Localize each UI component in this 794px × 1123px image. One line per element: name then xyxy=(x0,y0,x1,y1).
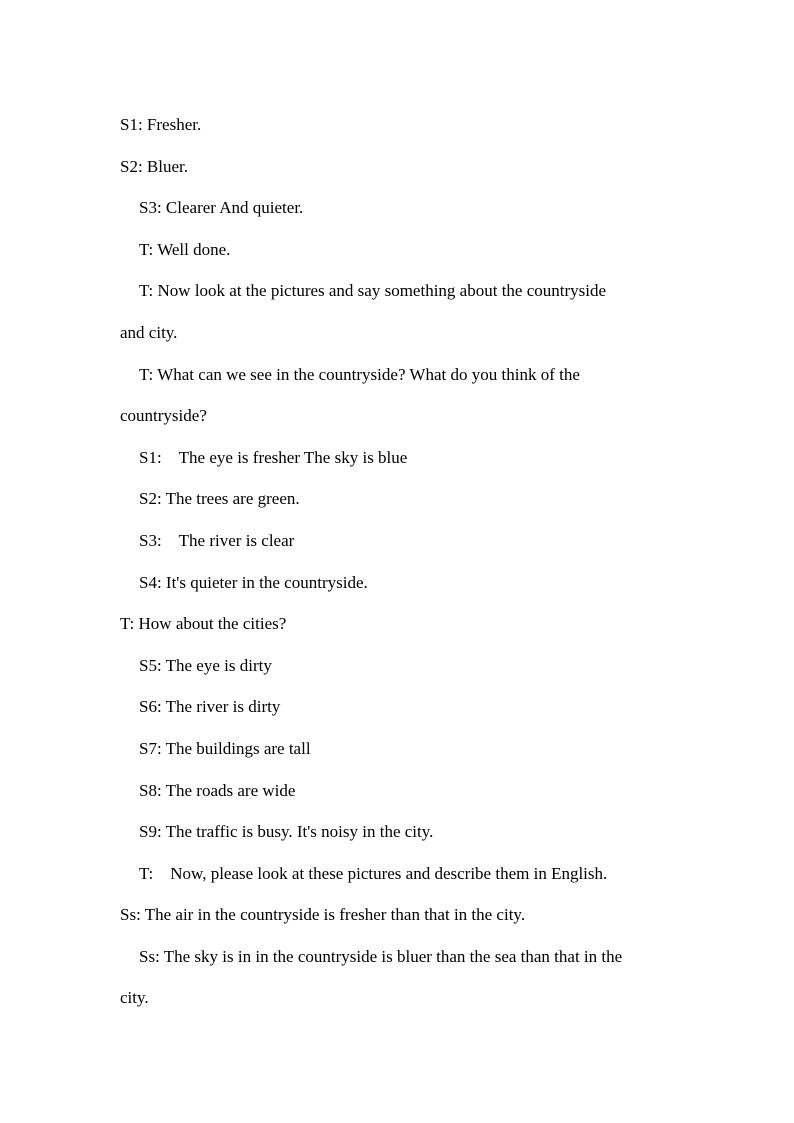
dialogue-line: S7: The buildings are tall xyxy=(139,738,311,758)
dialogue-line: countryside? xyxy=(120,406,207,426)
dialogue-line: T: What can we see in the countryside? What do you think of the xyxy=(139,364,580,384)
dialogue-line: S5: The eye is dirty xyxy=(139,655,272,675)
dialogue-line: T: How about the cities? xyxy=(120,614,287,634)
dialogue-line: S6: The river is dirty xyxy=(139,697,281,717)
dialogue-line: T: Well done. xyxy=(139,239,231,259)
dialogue-line: S1: Fresher. xyxy=(120,115,202,134)
dialogue-line: Ss: The sky is in in the countryside is bluer than the sea than that in the xyxy=(139,946,623,966)
dialogue-line: S9: The traffic is busy. It's noisy in the city. xyxy=(139,822,434,842)
dialogue-line: S3: The river is clear xyxy=(139,530,295,550)
dialogue-line: S8: The roads are wide xyxy=(139,780,296,800)
dialogue-line: Ss: The air in the countryside is fresher than that in the city. xyxy=(120,905,526,925)
dialogue-line: city. xyxy=(120,988,149,1008)
dialogue-text xyxy=(120,104,680,1019)
dialogue-line: S4: It's quieter in the countryside. xyxy=(139,572,368,592)
dialogue-line: T: Now look at the pictures and say something about the countryside xyxy=(139,281,607,301)
dialogue-line: S2: Bluer. xyxy=(120,156,189,176)
dialogue-line: and city. xyxy=(120,322,178,342)
dialogue-line: S2: The trees are green. xyxy=(139,489,300,509)
dialogue-line: S1: The eye is fresher The sky is blue xyxy=(139,447,408,467)
dialogue-line: S3: Clearer And quieter. xyxy=(139,198,304,218)
dialogue-line: T: Now, please look at these pictures and describe them in English. xyxy=(139,863,608,883)
